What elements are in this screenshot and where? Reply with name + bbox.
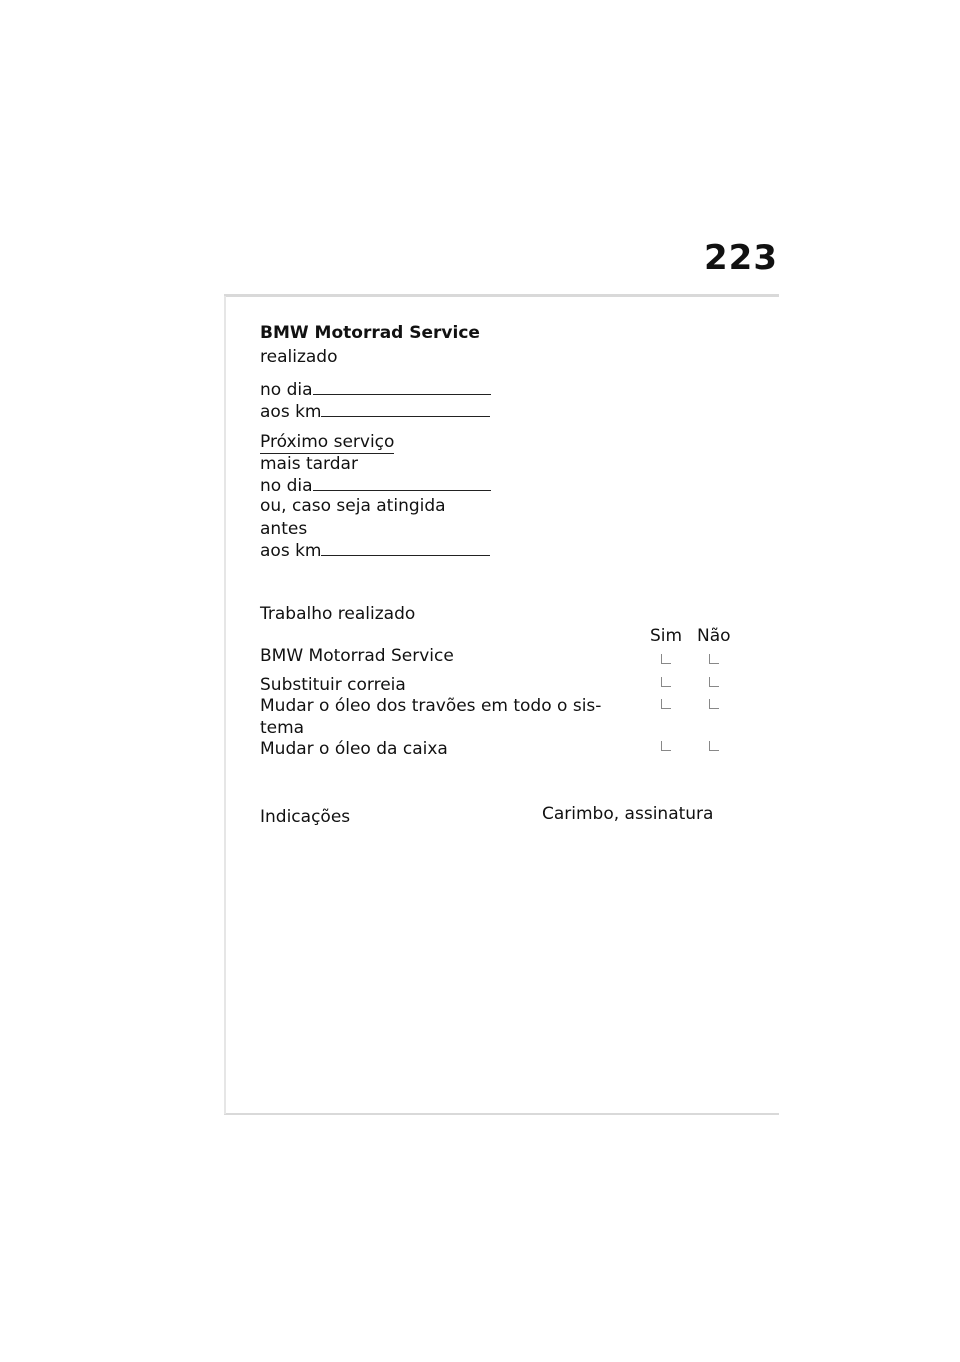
stamp-label: Carimbo, assinatura xyxy=(542,804,714,824)
service-date-label: no dia xyxy=(260,380,313,400)
next-km-row xyxy=(260,539,490,562)
next-service-title-text: Próximo serviço xyxy=(260,432,395,452)
next-latest-label: mais tardar xyxy=(260,454,358,474)
checkbox-yes-belt[interactable] xyxy=(661,677,671,687)
next-before-label: antes xyxy=(260,519,308,539)
checkbox-no-service[interactable] xyxy=(709,654,719,664)
service-title: BMW Motorrad Service xyxy=(260,323,480,343)
next-km-field[interactable] xyxy=(321,539,490,556)
service-km-row xyxy=(260,400,490,423)
page-number: 223 xyxy=(704,238,778,278)
checkbox-yes-service[interactable] xyxy=(661,654,671,664)
next-date-field[interactable] xyxy=(313,474,491,491)
work-item: BMW Motorrad Service xyxy=(260,646,454,666)
service-date-field[interactable] xyxy=(313,378,491,395)
work-item: Substituir correia xyxy=(260,675,406,695)
service-km-field[interactable] xyxy=(321,400,490,417)
service-done-label: realizado xyxy=(260,347,338,367)
next-km-label: aos km xyxy=(260,541,322,561)
work-item: Mudar o óleo dos travões em todo o sis- xyxy=(260,696,602,716)
bottom-rule xyxy=(224,1113,779,1115)
col-yes-header: Sim xyxy=(650,626,683,646)
next-service-title xyxy=(260,431,394,453)
checkbox-yes-gearbox-oil[interactable] xyxy=(661,741,671,751)
top-rule xyxy=(224,294,779,297)
left-rule xyxy=(224,296,226,1114)
work-title: Trabalho realizado xyxy=(260,604,416,624)
checkbox-no-gearbox-oil[interactable] xyxy=(709,741,719,751)
service-date-row xyxy=(260,378,491,401)
work-item: tema xyxy=(260,718,305,738)
work-item: Mudar o óleo da caixa xyxy=(260,739,448,759)
next-or-reached-label: ou, caso seja atingida xyxy=(260,496,446,516)
checkbox-yes-brake-oil[interactable] xyxy=(661,699,671,709)
col-no-header: Não xyxy=(697,626,731,646)
service-km-label: aos km xyxy=(260,402,322,422)
next-date-row xyxy=(260,474,491,497)
notes-label: Indicações xyxy=(260,807,351,827)
next-date-label: no dia xyxy=(260,476,313,496)
checkbox-no-belt[interactable] xyxy=(709,677,719,687)
checkbox-no-brake-oil[interactable] xyxy=(709,699,719,709)
